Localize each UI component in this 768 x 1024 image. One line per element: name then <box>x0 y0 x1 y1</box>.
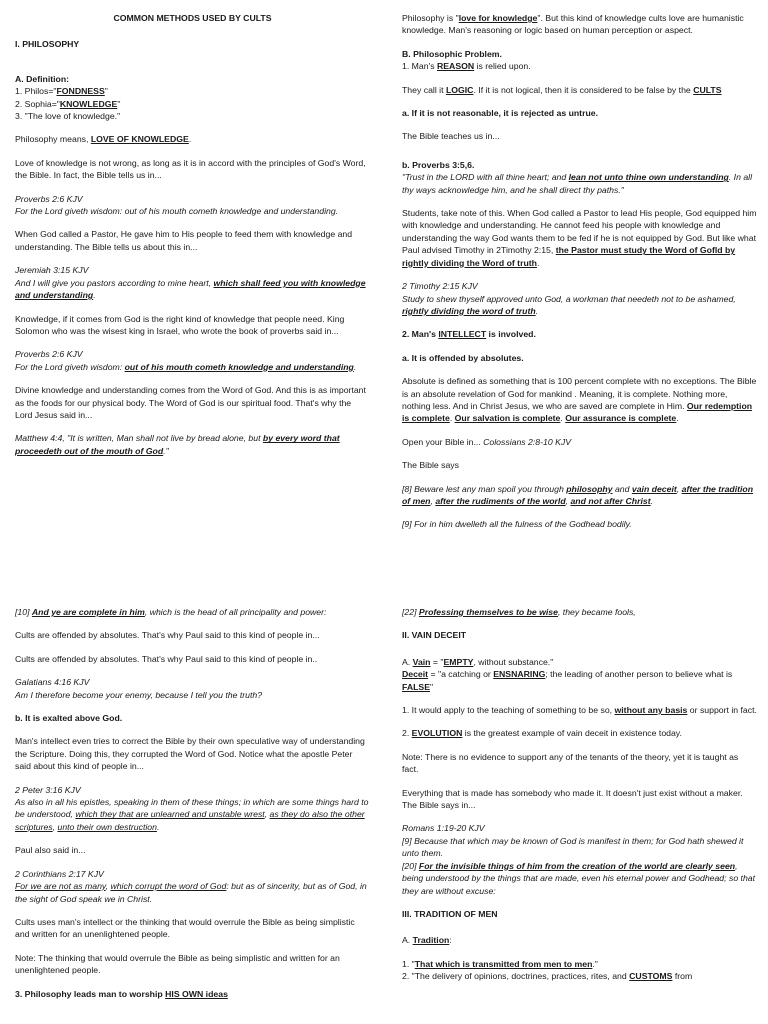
paragraph: The Bible teaches us in... <box>402 131 500 142</box>
paragraph: Divine knowledge and understanding comes from the Word of God. And this is as important as the foods for our physical body. The Word of God is our spiritual food. That's why the Lord Jesus said in... <box>15 385 366 420</box>
scripture-quote: Proverbs 2:6 KJV For the Lord giveth wisdom: out of his mouth cometh knowledge and understanding. <box>15 193 339 217</box>
paragraph: Love of knowledge is not wrong, as long as it is in accord with the principles of God's Word, the Bible. In fact, the Bible tells us in... <box>15 157 366 181</box>
paragraph: Cults are offended by absolutes. That's why Paul said to this kind of people in.. <box>15 653 318 664</box>
paragraph: Absolute is defined as something that is 100 percent complete with no exceptions. The Bible is an absolute revelation of God for mankind . Meaning, it is complete. Nothing more, nothing less. And in Christ Jesus, we who are saved are complete in Him. Our redemption is complete. Our salvation is complete. Our assurance is complete. <box>402 376 757 424</box>
paragraph: Students, take note of this. When God called a Pastor to lead His people, God equipped him with knowledge and understanding. He cannot feed his people with knowledge and understanding the way God wants them to be fed if he is not equipped by God. But like what Paul advised Timothy in 2Timothy 2:15, the Pastor must study the Word of Gofld by rightly dividing the Word of truth. <box>402 208 757 268</box>
column-top-left <box>15 12 370 468</box>
paragraph: The Bible says <box>402 460 459 471</box>
paragraph: Cults uses man's intellect or the thinking that would overrule the Bible as being simplistic and written for an unenlightened people. <box>15 916 355 940</box>
paragraph: Paul also said in... <box>15 845 86 856</box>
column-top-right <box>402 12 757 542</box>
scripture-quote: Romans 1:19-20 KJV [9] Because that which may be known of God is manifest in them; for God hath shewed it unto them. [20] For the invisible things of him from the creation of the world are clearly seen, being understood by the things that are made, even his eternal power and Godhead; so that they are without excuse: <box>402 823 756 896</box>
page-title: COMMON METHODS USED BY CULTS <box>113 13 272 23</box>
point-heading: b. It is exalted above God. <box>15 713 123 724</box>
point-heading: 2. Man's INTELLECT is involved. <box>402 329 536 340</box>
paragraph: Philosophy is "love for knowledge". But this kind of knowledge cults love are humanistic knowledge. Man's reasoning or logic based on human perception or aspect. <box>402 13 744 36</box>
point-heading: a. If it is not reasonable, it is rejected as untrue. <box>402 108 599 119</box>
paragraph: A. Tradition: <box>402 935 452 946</box>
paragraph: Everything that is made has somebody who made it. It doesn't just exist without a maker. The Bible says in... <box>402 787 743 811</box>
paragraph: 1. "That which is transmitted from men to men." 2. "The delivery of opinions, doctrines, practices, rites, and CUSTOMS from <box>402 958 693 982</box>
scripture-quote: [9] For in him dwelleth all the fulness of the Godhead bodily. <box>402 519 632 530</box>
paragraph: Man's intellect even tries to correct the Bible by their own speculative way of understanding the Scripture. Doing this, they corrupted the Word of God. Notice what the apostle Peter said about this kind of people in... <box>15 736 365 772</box>
paragraph: They call it LOGIC. If it is not logical, then it is considered to be false by the CULTS <box>402 84 722 95</box>
scripture-quote: 2 Peter 3:16 KJV As also in all his epistles, speaking in them of these things; in which are some things hard to be understood, which they that are unlearned and unstable wrest, as they do also the other scriptures, unto their own destruction. <box>15 784 369 832</box>
column-bottom-left <box>15 606 370 1011</box>
paragraph: 1. It would apply to the teaching of something to be so, without any basis or support in fact. <box>402 705 757 716</box>
paragraph: Cults are offended by absolutes. That's why Paul said to this kind of people in... <box>15 630 320 641</box>
scripture-quote: 2 Corinthians 2:17 KJV For we are not as many, which corrupt the word of God: but as of sincerity, but as of God, in the sight of God speak we in Christ. <box>15 868 367 904</box>
column-bottom-right <box>402 606 757 994</box>
scripture-quote: b. Proverbs 3:5,6. "Trust in the LORD with all thine heart; and lean not unto thine own understanding. In all thy ways acknowledge him, and he shall direct thy paths." <box>402 159 753 195</box>
scripture-quote: [10] And ye are complete in him, which is the head of all principality and power: <box>15 607 327 617</box>
scripture-quote: Jeremiah 3:15 KJV And I will give you pastors according to mine heart, which shall feed you with knowledge and understanding. <box>15 265 366 301</box>
section-heading: I. PHILOSOPHY <box>15 39 80 50</box>
paragraph: Open your Bible in... Colossians 2:8-10 KJV <box>402 436 572 447</box>
subsection: B. Philosophic Problem. 1. Man's REASON is relied upon. <box>402 48 531 72</box>
paragraph: Philosophy means, LOVE OF KNOWLEDGE. <box>15 134 192 145</box>
point-heading: a. It is offended by absolutes. <box>402 352 524 363</box>
scripture-quote: Matthew 4:4, "It is written, Man shall not live by bread alone, but by every word that proceedeth out of the mouth of God." <box>15 433 340 456</box>
definition-block: A. Definition: 1. Philos="FONDNESS" 2. Sophia="KNOWLEDGE" 3. "The love of knowledge." <box>15 73 121 122</box>
paragraph: Knowledge, if it comes from God is the right kind of knowledge that people need. King Solomon who was the wisest king in Israel, who wrote the book of proverbs said in... <box>15 313 345 336</box>
scripture-quote: 2 Timothy 2:15 KJV Study to shew thyself approved unto God, a workman that needeth not to be ashamed, rightly dividing the word of truth. <box>402 281 736 316</box>
scripture-quote: Galatians 4:16 KJV Am I therefore become your enemy, because I tell you the truth? <box>15 677 263 700</box>
definition-block: A. Vain = "EMPTY, without substance." Deceit = "a catching or ENSNARING; the leading of another person to believe what is FALSE" <box>402 656 733 692</box>
point-heading: 3. Philosophy leads man to worship HIS OWN ideas <box>15 988 228 999</box>
paragraph: When God called a Pastor, He gave him to His people to feed them with knowledge and understanding. The Bible tells us about this in... <box>15 229 353 252</box>
scripture-quote: [22] Professing themselves to be wise, they became fools, <box>402 607 636 617</box>
section-heading: II. VAIN DECEIT <box>402 630 467 641</box>
paragraph: 2. EVOLUTION is the greatest example of vain deceit in existence today. <box>402 728 682 739</box>
paragraph: Note: The thinking that would overrule the Bible as being simplistic and written for an unenlightened people. <box>15 952 340 976</box>
section-heading: III. TRADITION OF MEN <box>402 908 498 919</box>
paragraph: Note: There is no evidence to support any of the tenants of the theory, yet it is taught as fact. <box>402 751 739 775</box>
scripture-quote: Proverbs 2:6 KJV For the Lord giveth wisdom: out of his mouth cometh knowledge and understanding. <box>15 349 357 372</box>
scripture-quote: [8] Beware lest any man spoil you through philosophy and vain deceit, after the tradition of men, after the rudiments of the world, and not after Christ. <box>402 483 754 506</box>
